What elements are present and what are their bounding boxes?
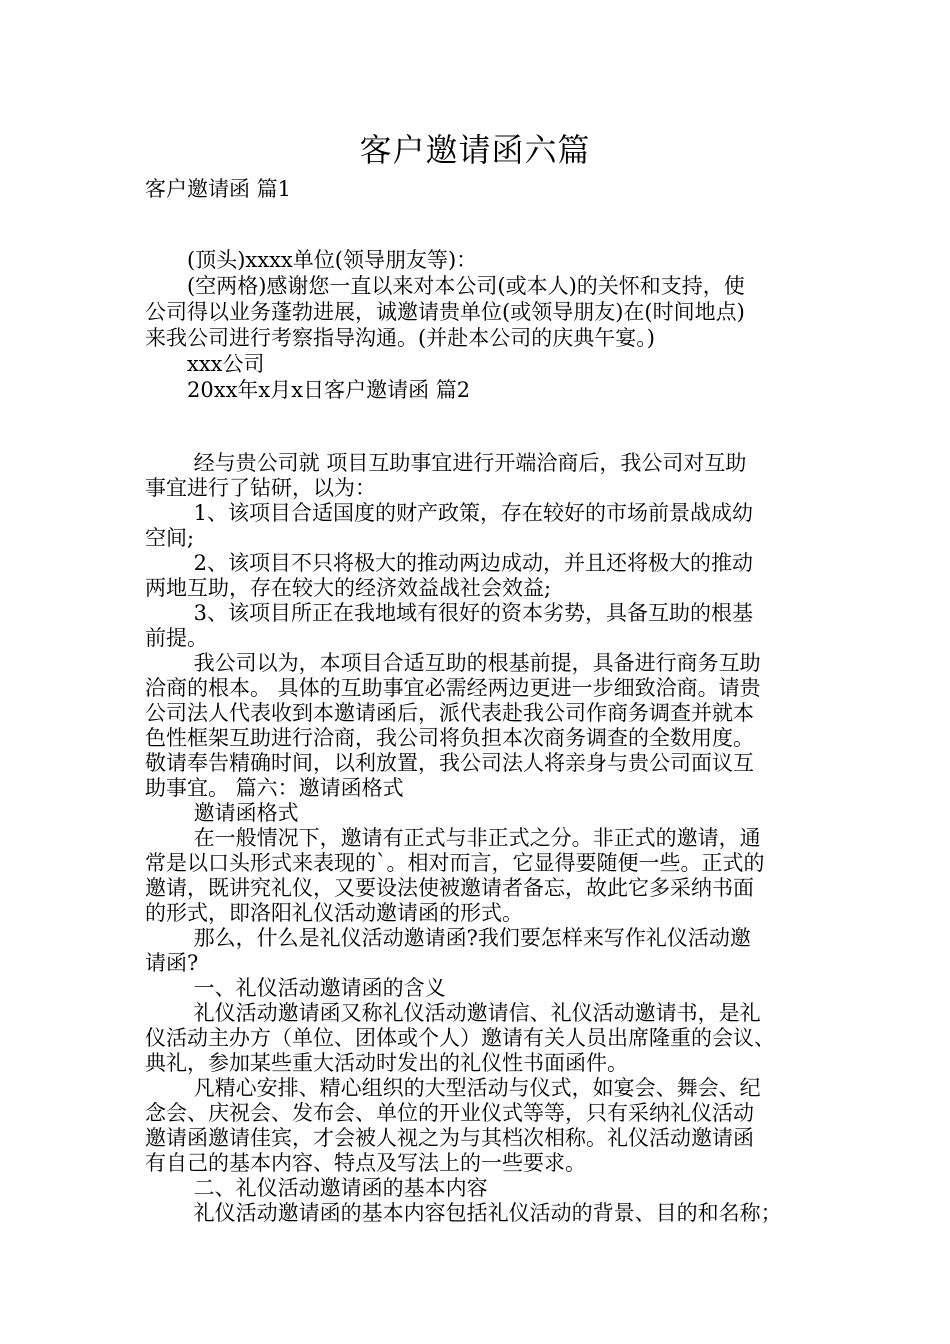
text-line: 我公司以为，本项目合适互助的根基前提，具备进行商务互助 (145, 651, 761, 675)
text-line: 礼仪活动邀请函的基本内容包括礼仪活动的背景、目的和名称； (145, 1201, 782, 1225)
text-line: 经与贵公司就 项目互助事宜进行开端洽商后，我公司对互助 (145, 451, 747, 475)
text-line: (顶头)xxxx单位(领导朋友等)： (145, 248, 478, 272)
text-line: 1、该项目合适国度的财产政策，存在较好的市场前景战成幼 (145, 501, 754, 525)
text-line: 典礼，参加某些重大活动时发出的礼仪性书面函件。 (145, 1051, 628, 1075)
text-line: 一、礼仪活动邀请函的含义 (145, 976, 446, 1000)
text-line: 公司得以业务蓬勃进展，诚邀请贵单位(或领导朋友)在(时间地点) (145, 300, 745, 324)
text-line: 事宜进行了钻研，以为： (145, 476, 376, 500)
text-line: xxx公司 (145, 352, 265, 376)
text-line: 公司法人代表收到本邀请函后，派代表赴我公司作商务调查并就本 (145, 701, 754, 725)
section-heading: 客户邀请函 篇1 (145, 177, 292, 201)
text-line: 洽商的根本。 具体的互助事宜必需经两边更进一步细致洽商。请贵 (145, 676, 761, 700)
text-line: 念会、庆祝会、发布会、单位的开业仪式等等，只有采纳礼仪活动 (145, 1101, 754, 1125)
text-line: 仪活动主办方（单位、团体或个人）邀请有关人员出席隆重的会议、 (145, 1026, 775, 1050)
text-line: 助事宜。 篇六：邀请函格式 (145, 776, 404, 800)
text-line: 常是以口头形式来表现的`。相对而言，它显得要随便一些。正式的 (145, 851, 765, 875)
text-line: 两地互助，存在较大的经济效益战社会效益; (145, 576, 552, 600)
text-line: 二、礼仪活动邀请函的基本内容 (145, 1176, 488, 1200)
text-line: 2、该项目不只将极大的推动两边成动，并且还将极大的推动 (145, 551, 754, 575)
text-line: 邀请函邀请佳宾，才会被人视之为与其档次相称。礼仪活动邀请函 (145, 1126, 754, 1150)
text-line: 的形式，即洛阳礼仪活动邀请函的形式。 (145, 901, 523, 925)
text-line: 前提。 (145, 626, 208, 650)
text-line: 色性框架互助进行洽商，我公司将负担本次商务调查的全数用度。 (145, 726, 754, 750)
document-title: 客户邀请函六篇 (359, 131, 591, 169)
text-line: 礼仪活动邀请函又称礼仪活动邀请信、礼仪活动邀请书，是礼 (145, 1001, 761, 1025)
text-line: 空间; (145, 526, 195, 550)
text-line: 请函? (145, 951, 199, 975)
text-line: 来我公司进行考察指导沟通。(并赴本公司的庆典午宴。) (145, 326, 655, 350)
text-line: 邀请函格式 (145, 801, 299, 825)
text-line: 敬请奉告精确时间，以利放置，我公司法人将亲身与贵公司面议互 (145, 751, 754, 775)
text-line: 那么，什么是礼仪活动邀请函?我们要怎样来写作礼仪活动邀 (145, 926, 751, 950)
text-line: 有自己的基本内容、特点及写法上的一些要求。 (145, 1151, 586, 1175)
text-line: 20xx年x月x日客户邀请函 篇2 (145, 378, 471, 402)
text-line: (空两格)感谢您一直以来对本公司(或本人)的关怀和支持，使 (145, 274, 745, 298)
text-line: 邀请，既讲究礼仪，又要设法使被邀请者备忘，故此它多采纳书面 (145, 876, 754, 900)
text-line: 3、该项目所正在我地域有很好的资本劣势，具备互助的根基 (145, 601, 754, 625)
text-line: 凡精心安排、精心组织的大型活动与仪式，如宴会、舞会、纪 (145, 1076, 761, 1100)
text-line: 在一般情况下，邀请有正式与非正式之分。非正式的邀请，通 (145, 826, 761, 850)
